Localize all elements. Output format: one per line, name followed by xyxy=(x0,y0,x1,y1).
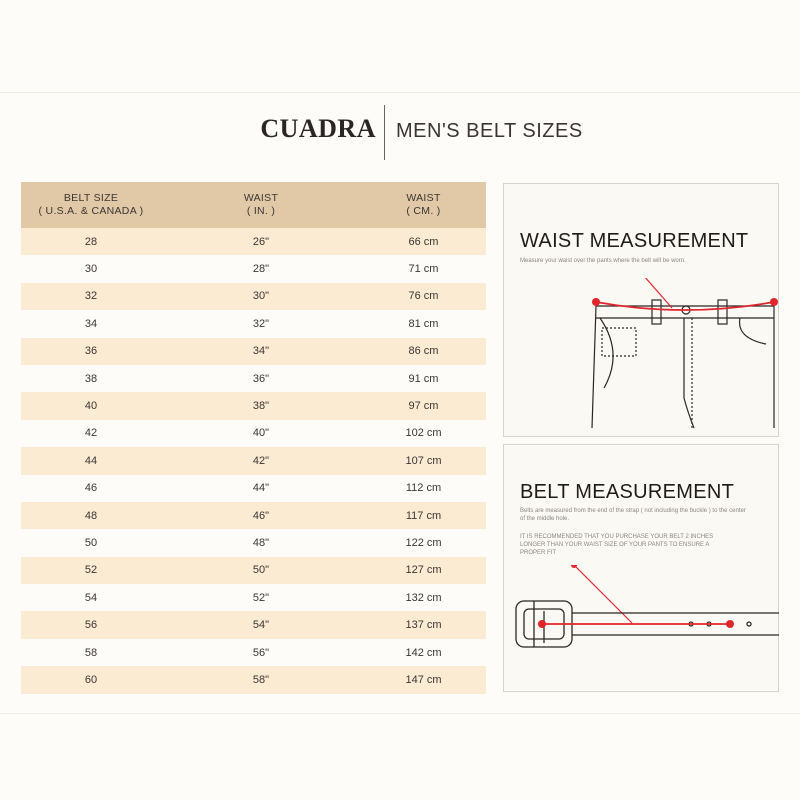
cell-waist-cm: 147 cm xyxy=(405,673,442,686)
cell-waist-cm: 66 cm xyxy=(408,235,439,248)
table-row xyxy=(21,228,486,255)
table-row xyxy=(21,338,486,365)
cell-waist-in: 38" xyxy=(252,400,270,413)
header-waist-in: WAIST ( IN. ) xyxy=(243,192,279,217)
cell-waist-in: 28" xyxy=(252,263,270,276)
cell-waist-in: 50" xyxy=(252,564,270,577)
table-body xyxy=(21,228,486,694)
table-row xyxy=(21,365,486,392)
cell-belt-size: 34 xyxy=(84,317,98,330)
belt-illustration xyxy=(504,565,780,685)
cell-belt-size: 56 xyxy=(84,619,98,632)
table-row xyxy=(21,420,486,447)
table-row xyxy=(21,310,486,337)
waist-measurement-panel xyxy=(503,183,779,437)
cell-waist-cm: 127 cm xyxy=(405,564,442,577)
belt-point-start xyxy=(538,620,546,628)
cell-waist-in: 58" xyxy=(252,673,270,686)
cell-waist-cm: 76 cm xyxy=(408,290,439,303)
cell-waist-cm: 122 cm xyxy=(405,536,442,549)
belt-panel-recommendation: IT IS RECOMMENDED THAT YOU PURCHASE YOUR BELT 2 INCHES LONGER THAN YOUR WAIST SIZE OF YOUR PANTS TO ENSURE A PROPER FIT xyxy=(520,534,714,556)
brand-logo: CUADRA xyxy=(260,114,376,143)
cell-waist-cm: 86 cm xyxy=(408,345,439,358)
cell-belt-size: 36 xyxy=(84,345,98,358)
belt-point-middle-hole xyxy=(726,620,734,628)
cell-waist-in: 36" xyxy=(252,372,270,385)
cell-belt-size: 32 xyxy=(84,290,98,303)
table-row xyxy=(21,475,486,502)
cell-belt-size: 54 xyxy=(84,591,98,604)
table-row xyxy=(21,584,486,611)
cell-waist-cm: 71 cm xyxy=(408,263,439,276)
pants-illustration xyxy=(504,278,780,438)
cell-waist-in: 34" xyxy=(252,345,270,358)
cell-waist-in: 40" xyxy=(252,427,270,440)
table-row xyxy=(21,502,486,529)
chart-header xyxy=(0,100,800,160)
cell-belt-size: 50 xyxy=(84,536,98,549)
table-row xyxy=(21,611,486,638)
cell-belt-size: 60 xyxy=(84,673,98,686)
table-row xyxy=(21,639,486,666)
table-row xyxy=(21,392,486,419)
table-row xyxy=(21,557,486,584)
waist-point-left xyxy=(592,298,600,306)
belt-panel-description: Belts are measured from the end of the strap ( not including the buckle ) to the center of the middle hole. xyxy=(520,508,746,522)
table-row xyxy=(21,255,486,282)
belt-panel-title: BELT MEASUREMENT xyxy=(520,481,735,503)
waist-panel-title: WAIST MEASUREMENT xyxy=(520,230,749,252)
cell-waist-cm: 117 cm xyxy=(405,509,442,522)
belt-pointer xyxy=(574,565,632,623)
cell-belt-size: 44 xyxy=(84,454,98,467)
cell-waist-cm: 142 cm xyxy=(405,646,442,659)
cell-waist-cm: 107 cm xyxy=(405,454,442,467)
cell-waist-in: 26" xyxy=(252,235,270,248)
cell-waist-cm: 91 cm xyxy=(408,372,439,385)
table-row xyxy=(21,283,486,310)
cell-belt-size: 38 xyxy=(84,372,98,385)
cell-waist-cm: 132 cm xyxy=(405,591,442,604)
cell-waist-in: 46" xyxy=(252,509,270,522)
cell-waist-in: 30" xyxy=(252,290,270,303)
waist-panel-description: Measure your waist over the pants where the belt will be worn. xyxy=(520,258,686,264)
cell-belt-size: 42 xyxy=(84,427,98,440)
belt-measurement-panel xyxy=(503,444,779,692)
belt-size-table xyxy=(21,182,486,694)
header-belt-size: BELT SIZE ( U.S.A. & CANADA ) xyxy=(38,192,144,217)
cell-waist-in: 42" xyxy=(252,454,270,467)
cell-waist-in: 52" xyxy=(252,591,270,604)
cell-belt-size: 52 xyxy=(84,564,98,577)
cell-belt-size: 58 xyxy=(84,646,98,659)
waist-point-right xyxy=(770,298,778,306)
cell-waist-cm: 112 cm xyxy=(405,482,442,495)
table-row xyxy=(21,666,486,693)
page-title: MEN'S BELT SIZES xyxy=(396,120,583,142)
cell-belt-size: 30 xyxy=(84,263,98,276)
table-row xyxy=(21,447,486,474)
cell-waist-cm: 137 cm xyxy=(405,619,442,632)
cell-belt-size: 28 xyxy=(84,235,98,248)
cell-belt-size: 40 xyxy=(84,400,98,413)
cell-waist-cm: 81 cm xyxy=(408,317,439,330)
cell-waist-in: 44" xyxy=(252,482,270,495)
waist-pointer xyxy=(630,278,672,308)
cell-belt-size: 46 xyxy=(84,482,98,495)
table-row xyxy=(21,529,486,556)
header-divider xyxy=(384,105,385,160)
cell-waist-in: 56" xyxy=(252,646,270,659)
header-waist-cm: WAIST ( CM. ) xyxy=(406,192,441,217)
cell-waist-in: 48" xyxy=(252,536,270,549)
cell-waist-cm: 97 cm xyxy=(408,400,439,413)
cell-waist-cm: 102 cm xyxy=(405,427,442,440)
cell-belt-size: 48 xyxy=(84,509,98,522)
table-header-row xyxy=(21,182,486,228)
cell-waist-in: 54" xyxy=(252,619,270,632)
cell-waist-in: 32" xyxy=(252,317,270,330)
